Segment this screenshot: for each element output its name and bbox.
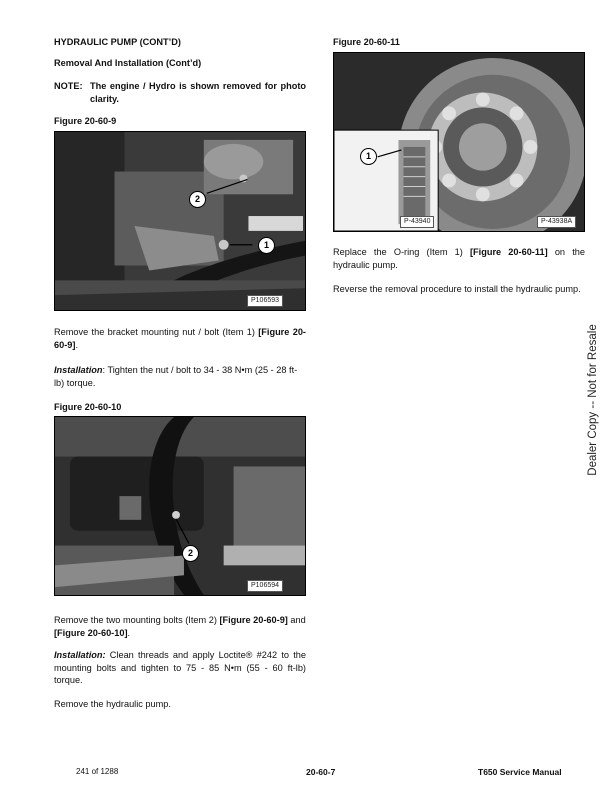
figure-ref: [Figure 20-60-10] <box>54 627 128 638</box>
page-number: 20-60-7 <box>306 767 336 777</box>
figure-title-20-60-10: Figure 20-60-10 <box>54 402 122 412</box>
note-text: The engine / Hydro is shown removed for photo clarity. <box>90 81 306 104</box>
figure-title-20-60-11: Figure 20-60-11 <box>333 37 400 47</box>
installation-torque-1: Installation: Tighten the nut / bolt to 34 - 38 N•m (25 - 28 ft-lb) torque. <box>54 365 298 388</box>
section-heading: HYDRAULIC PUMP (CONT’D) <box>54 37 181 47</box>
paragraph-remove-pump: Remove the hydraulic pump. <box>54 699 171 709</box>
page-count: 241 of 1288 <box>76 767 119 776</box>
section-subheading: Removal And Installation (Cont’d) <box>54 58 202 68</box>
figure-ref: [Figure 20-60-11] <box>470 247 548 257</box>
manual-title: T650 Service Manual <box>478 767 562 777</box>
photo-number: P106594 <box>247 580 283 592</box>
callout-2: 2 <box>189 191 206 208</box>
figure-photo-20-60-9 <box>54 131 306 311</box>
paragraph-remove-bracket: Remove the bracket mounting nut / bolt (Item 1) [Figure 20-60-9]. <box>54 327 306 350</box>
photo-number-inset: P-43940 <box>400 216 434 228</box>
callout-1: 1 <box>258 237 275 254</box>
figure-ref: [Figure 20-60-9] <box>54 327 306 350</box>
callout-2: 2 <box>182 545 199 562</box>
installation-label: Installation <box>54 365 103 375</box>
installation-torque-2: Installation: Clean threads and apply Loctite® #242 to the mounting bolts and tighten to 75 - 85 N•m (55 - 60 ft-lb) torque. <box>54 650 306 685</box>
figure-photo-20-60-11 <box>333 52 585 232</box>
figure-title-20-60-9: Figure 20-60-9 <box>54 116 117 126</box>
paragraph-remove-bolts: Remove the two mounting bolts (Item 2) [Figure 20-60-9] and [Figure 20-60-10]. <box>54 615 306 638</box>
callout-1: 1 <box>360 148 377 165</box>
installation-label: Installation: <box>54 650 106 660</box>
photo-number: P106593 <box>247 295 283 307</box>
figure-ref: [Figure 20-60-9] <box>219 615 288 625</box>
paragraph-reverse-procedure: Reverse the removal procedure to install the hydraulic pump. <box>333 284 581 294</box>
note-label: NOTE: <box>54 81 83 91</box>
figure-photo-20-60-10 <box>54 416 306 596</box>
photo-number: P-43938A <box>537 216 576 228</box>
paragraph-replace-oring: Replace the O-ring (Item 1) [Figure 20-60-11] on the hydraulic pump. <box>333 247 585 270</box>
dealer-copy-notice: Dealer Copy -- Not for Resale <box>587 324 599 476</box>
